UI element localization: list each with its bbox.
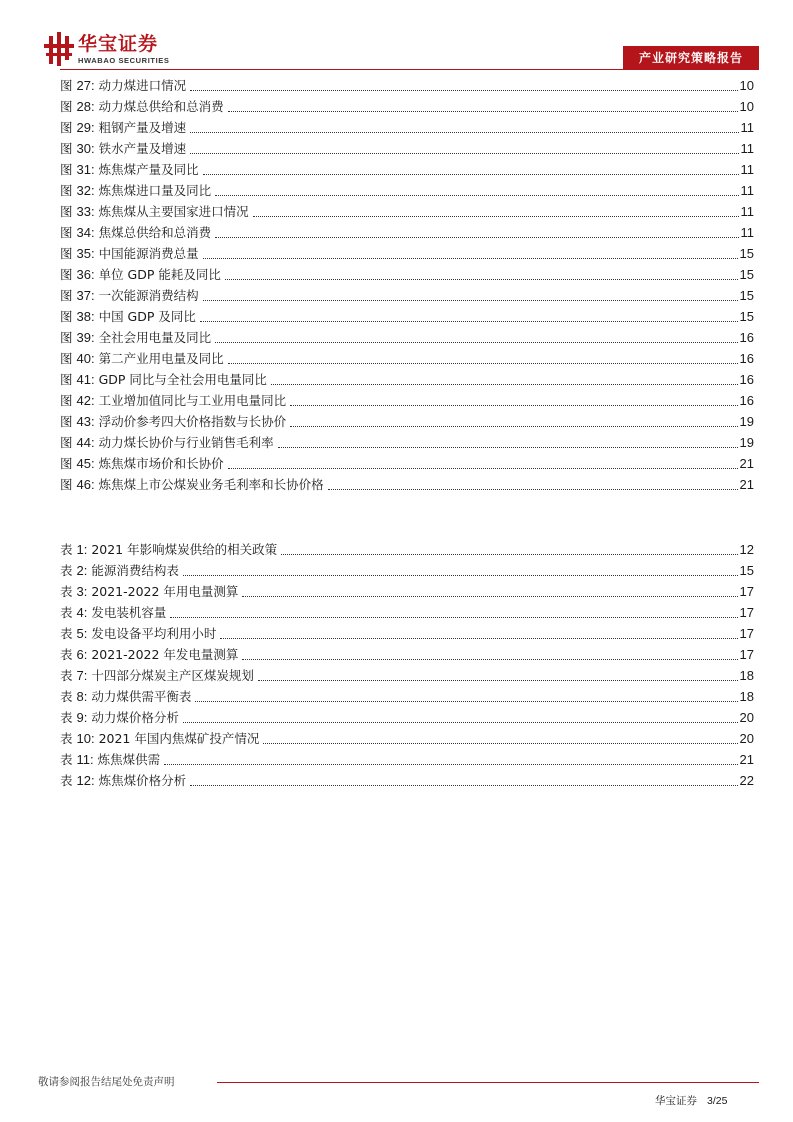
toc-entry-page: 21 [739, 477, 754, 492]
toc-entry-page: 10 [739, 99, 754, 114]
toc-entry-label [60, 266, 223, 284]
toc-entry-prefix: 表 [60, 584, 73, 599]
toc-entry-prefix: 表 [60, 647, 73, 662]
figure-toc-entry[interactable] [60, 179, 754, 200]
figure-toc-entry[interactable] [60, 137, 754, 158]
toc-entry-label [60, 161, 201, 179]
toc-entry-number: 44: [76, 435, 95, 450]
toc-entry-title: 焦煤总供给和总消费 [98, 225, 212, 240]
toc-entry-page: 11 [740, 204, 754, 219]
toc-entry-number: 32: [76, 183, 95, 198]
toc-entry-label [60, 646, 240, 664]
toc-entry-page: 18 [739, 668, 754, 683]
table-toc-entry[interactable] [60, 622, 754, 643]
toc-entry-title: 全社会用电量及同比 [98, 330, 212, 345]
toc-entry-label [60, 562, 181, 580]
toc-entry-number: 33: [76, 204, 95, 219]
toc-entry-page: 11 [740, 162, 754, 177]
toc-dot-leader [203, 174, 739, 175]
toc-entry-prefix: 表 [60, 689, 73, 704]
toc-entry-title: 中国能源消费总量 [98, 246, 199, 261]
toc-dot-leader [215, 237, 738, 238]
toc-entry-label [60, 329, 213, 347]
toc-entry-title: 动力煤价格分析 [91, 710, 179, 725]
toc-entry-label [60, 434, 276, 452]
toc-entry-page: 11 [740, 183, 754, 198]
toc-dot-leader [215, 195, 738, 196]
toc-entry-title: 粗钢产量及增速 [98, 120, 187, 135]
toc-dot-leader [190, 153, 738, 154]
toc-entry-page: 21 [739, 456, 754, 471]
toc-entry-title: 2021 年影响煤炭供给的相关政策 [91, 542, 278, 557]
toc-entry-prefix: 图 [60, 141, 73, 156]
company-logo [44, 32, 194, 70]
toc-entry-prefix: 图 [60, 435, 73, 450]
figure-toc-entry[interactable] [60, 410, 754, 431]
toc-dot-leader [228, 363, 738, 364]
table-toc-entry[interactable] [60, 769, 754, 790]
toc-entry-number: 35: [76, 246, 95, 261]
toc-entry-title: 单位 GDP 能耗及同比 [98, 267, 221, 282]
figure-toc-entry[interactable] [60, 431, 754, 452]
toc-entry-label [60, 772, 188, 790]
toc-entry-title: 2021-2022 年发电量测算 [91, 647, 239, 662]
toc-entry-label [60, 350, 226, 368]
toc-entry-number: 2: [76, 563, 88, 578]
toc-entry-title: 能源消费结构表 [91, 563, 179, 578]
toc-entry-label [60, 476, 326, 494]
toc-dot-leader [195, 701, 737, 702]
toc-dot-leader [228, 111, 738, 112]
toc-entry-page: 21 [739, 752, 754, 767]
toc-dot-leader [170, 617, 737, 618]
header-rule [60, 69, 623, 70]
logo-chinese-name: 华宝证券 [78, 33, 159, 55]
toc-entry-label [60, 667, 256, 685]
toc-entry-page: 15 [739, 246, 754, 261]
figure-toc-entry[interactable] [60, 263, 754, 284]
toc-entry-prefix: 图 [60, 246, 73, 261]
toc-entry-label [60, 709, 181, 727]
figure-toc-entry[interactable] [60, 74, 754, 95]
figure-toc-entry[interactable] [60, 347, 754, 368]
toc-dot-leader [203, 258, 738, 259]
toc-entry-number: 7: [76, 668, 88, 683]
toc-dot-leader [225, 279, 738, 280]
toc-entry-page: 17 [739, 626, 754, 641]
toc-dot-leader [190, 132, 738, 133]
toc-entry-page: 16 [739, 393, 754, 408]
toc-entry-page: 20 [739, 731, 754, 746]
toc-entry-page: 10 [739, 78, 754, 93]
toc-entry-title: 炼焦煤价格分析 [98, 773, 187, 788]
toc-entry-prefix: 图 [60, 78, 73, 93]
toc-entry-page: 16 [739, 330, 754, 345]
toc-dot-leader [253, 216, 739, 217]
table-toc-entry[interactable] [60, 601, 754, 622]
footer-page-number: 3/25 [707, 1095, 728, 1107]
toc-dot-leader [263, 743, 737, 744]
toc-entry-number: 30: [76, 141, 95, 156]
toc-entry-page: 18 [739, 689, 754, 704]
toc-entry-title: 浮动价参考四大价格指数与长协价 [98, 414, 287, 429]
toc-entry-title: 动力煤长协价与行业销售毛利率 [98, 435, 274, 450]
toc-entry-page: 20 [739, 710, 754, 725]
toc-entry-label [60, 182, 213, 200]
table-toc-entry[interactable] [60, 706, 754, 727]
toc-entry-prefix: 图 [60, 393, 73, 408]
toc-entry-prefix: 图 [60, 120, 73, 135]
figure-toc-entry[interactable] [60, 305, 754, 326]
toc-entry-title: 第二产业用电量及同比 [98, 351, 224, 366]
toc-entry-page: 16 [739, 351, 754, 366]
figure-toc-entry[interactable] [60, 242, 754, 263]
toc-entry-prefix: 图 [60, 225, 73, 240]
figure-toc-entry[interactable] [60, 221, 754, 242]
figure-toc-entry[interactable] [60, 389, 754, 410]
toc-entry-page: 15 [739, 288, 754, 303]
toc-entry-page: 12 [739, 542, 754, 557]
toc-entry-number: 10: [76, 731, 95, 746]
figure-toc-entry[interactable] [60, 284, 754, 305]
table-toc-entry[interactable] [60, 643, 754, 664]
toc-entry-label [60, 751, 162, 769]
toc-entry-prefix: 表 [60, 605, 73, 620]
toc-entry-prefix: 图 [60, 477, 73, 492]
figure-toc-entry[interactable] [60, 326, 754, 347]
toc-entry-number: 12: [76, 773, 95, 788]
table-toc-entry[interactable] [60, 685, 754, 706]
toc-entry-number: 8: [76, 689, 88, 704]
toc-entry-number: 36: [76, 267, 95, 282]
toc-entry-page: 19 [739, 435, 754, 450]
toc-entry-title: 铁水产量及增速 [98, 141, 187, 156]
toc-entry-number: 9: [76, 710, 88, 725]
toc-entry-number: 37: [76, 288, 95, 303]
toc-entry-label [60, 625, 218, 643]
toc-entry-page: 11 [740, 120, 754, 135]
toc-entry-prefix: 表 [60, 752, 73, 767]
toc-entry-prefix: 表 [60, 731, 73, 746]
toc-entry-label [60, 98, 226, 116]
figure-list [60, 74, 754, 494]
toc-entry-title: 炼焦煤供需 [97, 752, 161, 767]
toc-entry-label [60, 77, 188, 95]
toc-entry-prefix: 图 [60, 330, 73, 345]
figure-toc-entry[interactable] [60, 368, 754, 389]
toc-dot-leader [290, 405, 737, 406]
toc-entry-title: 工业增加值同比与工业用电量同比 [98, 393, 287, 408]
toc-entry-number: 4: [76, 605, 88, 620]
toc-entry-title: 动力煤进口情况 [98, 78, 187, 93]
table-list [60, 538, 754, 790]
toc-dot-leader [220, 638, 737, 639]
toc-entry-prefix: 图 [60, 414, 73, 429]
toc-entry-page: 11 [740, 225, 754, 240]
table-toc-entry[interactable] [60, 664, 754, 685]
footer-company: 华宝证券 [655, 1095, 697, 1107]
toc-entry-number: 5: [76, 626, 88, 641]
toc-entry-prefix: 图 [60, 372, 73, 387]
toc-entry-page: 17 [739, 584, 754, 599]
toc-entry-number: 38: [76, 309, 95, 324]
toc-entry-title: 炼焦煤进口量及同比 [98, 183, 212, 198]
table-toc-entry[interactable] [60, 559, 754, 580]
toc-dot-leader [203, 300, 738, 301]
logo-mark-icon [44, 32, 74, 66]
toc-entry-page: 19 [739, 414, 754, 429]
toc-dot-leader [271, 384, 738, 385]
toc-entry-label [60, 371, 269, 389]
table-toc-entry[interactable] [60, 538, 754, 559]
toc-entry-prefix: 图 [60, 351, 73, 366]
toc-entry-prefix: 图 [60, 288, 73, 303]
toc-entry-number: 42: [76, 393, 95, 408]
table-toc-entry[interactable] [60, 748, 754, 769]
toc-dot-leader [215, 342, 737, 343]
toc-entry-prefix: 图 [60, 162, 73, 177]
footer-rule [217, 1082, 759, 1083]
toc-entry-title: GDP 同比与全社会用电量同比 [98, 372, 267, 387]
toc-entry-number: 46: [76, 477, 95, 492]
page-header [0, 0, 793, 72]
toc-dot-leader [281, 554, 737, 555]
toc-entry-title: 炼焦煤上市公煤炭业务毛利率和长协价格 [98, 477, 324, 492]
toc-entry-number: 11: [76, 752, 94, 767]
toc-entry-title: 2021 年国内焦煤矿投产情况 [98, 731, 260, 746]
table-toc-entry[interactable] [60, 580, 754, 601]
toc-dot-leader [290, 426, 737, 427]
toc-entry-number: 27: [76, 78, 95, 93]
toc-entry-prefix: 表 [60, 710, 73, 725]
figure-toc-entry[interactable] [60, 95, 754, 116]
toc-entry-number: 43: [76, 414, 95, 429]
toc-entry-number: 29: [76, 120, 95, 135]
toc-entry-prefix: 表 [60, 563, 73, 578]
figure-toc-entry[interactable] [60, 473, 754, 494]
toc-entry-number: 41: [76, 372, 95, 387]
toc-entry-number: 34: [76, 225, 95, 240]
toc-entry-number: 28: [76, 99, 95, 114]
toc-entry-title: 炼焦煤从主要国家进口情况 [98, 204, 249, 219]
figure-toc-entry[interactable] [60, 452, 754, 473]
toc-entry-label [60, 604, 168, 622]
toc-entry-prefix: 图 [60, 204, 73, 219]
toc-entry-number: 39: [76, 330, 95, 345]
toc-entry-label [60, 392, 288, 410]
toc-entry-prefix: 图 [60, 267, 73, 282]
toc-dot-leader [190, 785, 737, 786]
toc-entry-label [60, 245, 201, 263]
toc-entry-label [60, 119, 188, 137]
toc-entry-label [60, 541, 279, 559]
toc-dot-leader [190, 90, 737, 91]
toc-entry-prefix: 表 [60, 668, 73, 683]
toc-entry-page: 15 [739, 309, 754, 324]
toc-dot-leader [228, 468, 738, 469]
toc-entry-prefix: 表 [60, 773, 73, 788]
toc-entry-label [60, 287, 201, 305]
toc-entry-title: 中国 GDP 及同比 [98, 309, 196, 324]
toc-dot-leader [164, 764, 737, 765]
toc-entry-title: 十四部分煤炭主产区煤炭规划 [91, 668, 254, 683]
table-toc-entry[interactable] [60, 727, 754, 748]
toc-entry-page: 22 [739, 773, 754, 788]
footer-page-info [655, 1093, 727, 1108]
toc-entry-title: 一次能源消费结构 [98, 288, 199, 303]
toc-entry-label [60, 688, 193, 706]
toc-entry-prefix: 图 [60, 99, 73, 114]
toc-entry-page: 15 [739, 563, 754, 578]
toc-entry-prefix: 图 [60, 309, 73, 324]
toc-entry-number: 6: [76, 647, 88, 662]
toc-entry-title: 2021-2022 年用电量测算 [91, 584, 239, 599]
toc-entry-title: 发电装机容量 [91, 605, 167, 620]
toc-entry-page: 17 [739, 647, 754, 662]
toc-entry-page: 16 [739, 372, 754, 387]
toc-entry-label [60, 224, 213, 242]
toc-entry-number: 40: [76, 351, 95, 366]
toc-dot-leader [200, 321, 738, 322]
toc-dot-leader [278, 447, 738, 448]
toc-entry-title: 动力煤供需平衡表 [91, 689, 192, 704]
toc-dot-leader [242, 596, 737, 597]
toc-entry-prefix: 表 [60, 542, 73, 557]
toc-entry-number: 1: [76, 542, 88, 557]
toc-entry-label [60, 308, 198, 326]
toc-entry-number: 3: [76, 584, 88, 599]
toc-entry-title: 动力煤总供给和总消费 [98, 99, 224, 114]
toc-dot-leader [183, 722, 738, 723]
toc-entry-label [60, 203, 251, 221]
toc-dot-leader [328, 489, 738, 490]
logo-english-name: HWABAO SECURITIES [78, 56, 170, 65]
toc-entry-label [60, 455, 226, 473]
toc-dot-leader [258, 680, 738, 681]
toc-entry-label [60, 413, 288, 431]
figure-toc-entry[interactable] [60, 200, 754, 221]
report-type-badge: 产业研究策略报告 [623, 46, 759, 70]
toc-entry-page: 17 [739, 605, 754, 620]
toc-entry-label [60, 583, 240, 601]
figure-toc-entry[interactable] [60, 116, 754, 137]
toc-entry-number: 45: [76, 456, 95, 471]
toc-entry-prefix: 图 [60, 456, 73, 471]
toc-entry-page: 15 [739, 267, 754, 282]
toc-entry-label [60, 140, 188, 158]
toc-entry-label [60, 730, 261, 748]
footer-disclaimer: 敬请参阅报告结尾处免责声明 [38, 1076, 175, 1088]
toc-entry-title: 发电设备平均利用小时 [91, 626, 217, 641]
toc-entry-prefix: 表 [60, 626, 73, 641]
toc-dot-leader [183, 575, 738, 576]
toc-entry-title: 炼焦煤产量及同比 [98, 162, 199, 177]
toc-entry-number: 31: [76, 162, 95, 177]
toc-entry-prefix: 图 [60, 183, 73, 198]
toc-entry-title: 炼焦煤市场价和长协价 [98, 456, 224, 471]
toc-entry-page: 11 [740, 141, 754, 156]
toc-dot-leader [242, 659, 737, 660]
figure-toc-entry[interactable] [60, 158, 754, 179]
